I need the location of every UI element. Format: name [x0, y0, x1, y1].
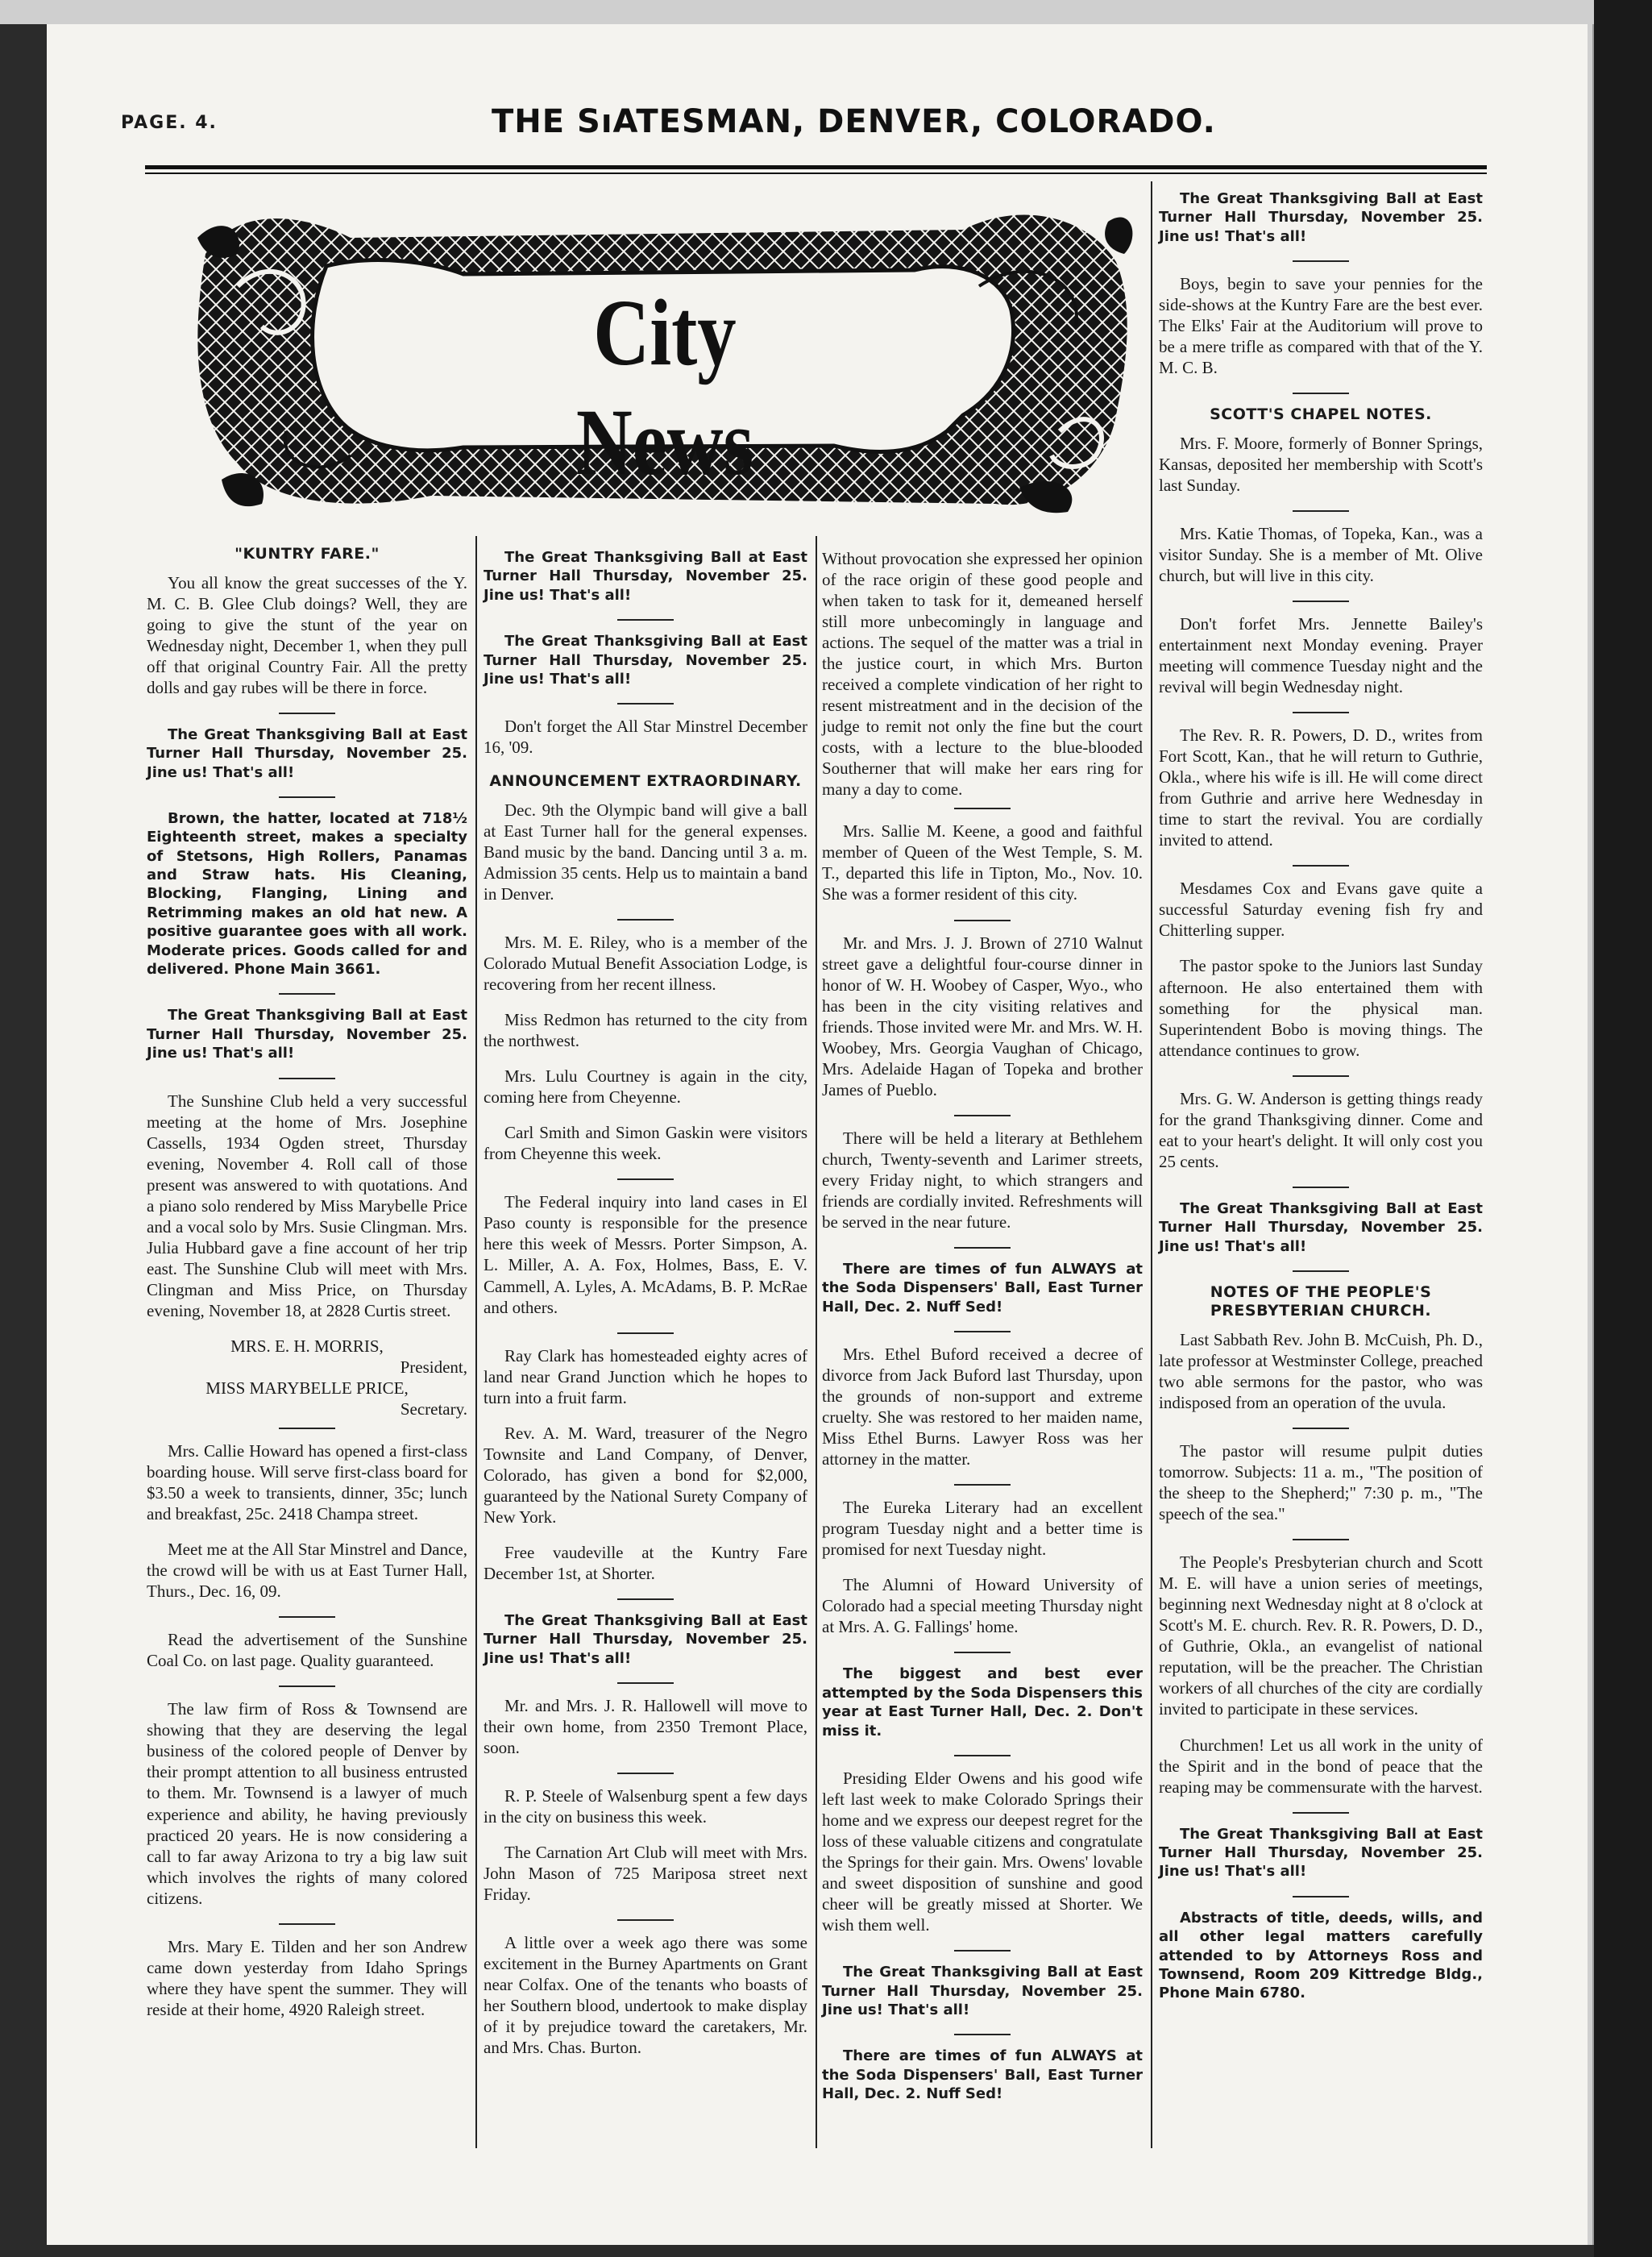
separator [954, 920, 1011, 921]
article-moore: Mrs. F. Moore, formerly of Bonner Springs, Kansas, deposited her membership with Scott's last Sunday. [1159, 433, 1483, 495]
ad-thanksgiving-ball: The Great Thanksgiving Ball at East Turner Hall Thursday, November 25. Jine us! That's all! [484, 633, 807, 688]
separator [954, 2034, 1011, 2035]
article-boys-pennies: Boys, begin to save your pennies for the side-shows at the Kuntry Fare are the best ever. The Elks' Fair at the Auditorium will prove to be a mere trifle as compared with that of the Y. M. C. B. [1159, 274, 1483, 378]
banner-title: City News [575, 280, 754, 495]
separator [1293, 1812, 1349, 1814]
separator [1293, 712, 1349, 713]
masthead-rule-thin [145, 172, 1487, 174]
article-vaudeville: Free vaudeville at the Kuntry Fare December 1st, at Shorter. [484, 1542, 807, 1583]
ad-thanksgiving-ball: The Great Thanksgiving Ball at East Turner Hall Thursday, November 25. Jine us! That's all! [147, 1007, 467, 1062]
article-ward: Rev. A. M. Ward, treasurer of the Negro Townsite and Land Company, of Denver, Colorado, has given a bond for $2,000, guaranteed by the National Surety Company of New York. [484, 1423, 807, 1527]
separator [279, 993, 335, 995]
article-burney-continued: Without provocation she expressed her opinion of the race origin of these good people and when taken to task for it, demeaned herself still more unbecomingly in language and actions. The sequel of the matter was a trial in the justice court, in which Mrs. Burton received a complete vindication of her right to resent mistreatment and in the decision of the judge to remit not only the fine but the court costs, with a lecture to the blue-blooded Southerner that will make her ears ring for many a day to come. [822, 549, 1143, 800]
ad-thanksgiving-ball: The Great Thanksgiving Ball at East Turner Hall Thursday, November 25. Jine us! That's all! [1159, 1825, 1483, 1881]
separator [279, 1616, 335, 1618]
city-news-banner [189, 189, 1140, 520]
signature-title: President, [400, 1357, 467, 1377]
column-4 [1159, 189, 1483, 2018]
separator [617, 619, 674, 621]
separator [1293, 260, 1349, 262]
article-mccuish: Last Sabbath Rev. John B. McCuish, Ph. D., late professor at Westminster College, preached two able sermons for the pastor, who was indisposed from an operation of the uvula. [1159, 1330, 1483, 1413]
column-rule-3 [1151, 181, 1152, 2148]
article-howard-boarding: Mrs. Callie Howard has opened a first-class boarding house. Will serve first-class board for $3.50 a week to transients, dinner, 35c; lunch and breakfast, 25c. 2418 Champa street. [147, 1441, 467, 1524]
article-union-meetings: The People's Presbyterian church and Scott M. E. will have a union series of meetings, beginning next Wednesday night at 8 o'clock at Scott's M. E. church. Rev. R. R. Powers, D. D., of Guthrie, Okla., an evangelist of national reputation, will be the preacher. The Christian workers of all churches of the city are cordially invited to participate in these services. [1159, 1552, 1483, 1719]
page-top-margin [0, 0, 1652, 24]
article-pulpit: The pastor will resume pulpit duties tomorrow. Subjects: 11 a. m., "The position of the sheep to the Shepherd;" 7:30 p. m., "The speech of the sea." [1159, 1441, 1483, 1524]
separator [617, 703, 674, 705]
separator [617, 1919, 674, 1921]
ad-thanksgiving-ball: The Great Thanksgiving Ball at East Turner Hall Thursday, November 25. Jine us! That's all! [822, 1964, 1143, 2019]
article-redmon: Miss Redmon has returned to the city from the northwest. [484, 1010, 807, 1051]
separator [1293, 1187, 1349, 1188]
column-rule-1 [475, 536, 477, 2148]
separator [1293, 393, 1349, 394]
separator [954, 1652, 1011, 1653]
article-burney: A little over a week ago there was some excitement in the Burney Apartments on Grant near Colfax. One of the tenants who boasts of her Southern blood, undertook to make display of it by prejudice toward the caretakers, Mr. and Mrs. Chas. Burton. [484, 1933, 807, 2058]
signature-name: MISS MARYBELLE PRICE, [205, 1378, 409, 1398]
separator [279, 1685, 335, 1687]
article-eureka: The Eureka Literary had an excellent program Tuesday night and a better time is promised for next Tuesday night. [822, 1498, 1143, 1560]
article-carnation: The Carnation Art Club will meet with Mrs. John Mason of 725 Mariposa street next Friday. [484, 1843, 807, 1905]
ad-thanksgiving-ball: The Great Thanksgiving Ball at East Turner Hall Thursday, November 25. Jine us! That's all! [1159, 190, 1483, 245]
masthead-rule [145, 165, 1487, 169]
separator [617, 1178, 674, 1180]
article-headline: SCOTT'S CHAPEL NOTES. [1210, 405, 1432, 424]
article-riley: Mrs. M. E. Riley, who is a member of the Colorado Mutual Benefit Association Lodge, is recovering from her recent illness. [484, 933, 807, 995]
article-bailey: Don't forfet Mrs. Jennette Bailey's entertainment next Monday evening. Prayer meeting will commence Tuesday night and the revival will begin Wednesday night. [1159, 614, 1483, 697]
separator [1293, 1428, 1349, 1429]
separator [617, 1682, 674, 1684]
article-keene: Mrs. Sallie M. Keene, a good and faithful member of Queen of the West Temple, S. M. T., departed this life in Tipton, Mo., Nov. 10. She was a former resident of this city. [822, 821, 1143, 904]
separator [954, 1484, 1011, 1486]
article-steele: R. P. Steele of Walsenburg spent a few days in the city on business this week. [484, 1786, 807, 1827]
article-headline: ANNOUNCEMENT EXTRAORDINARY. [489, 772, 802, 791]
article-alumni: The Alumni of Howard University of Colorado had a special meeting Thursday night at Mrs. A. G. Fallings' home. [822, 1575, 1143, 1637]
separator [1293, 1896, 1349, 1897]
article-headline: NOTES OF THE PEOPLE'S PRESBYTERIAN CHURCH. [1210, 1282, 1432, 1320]
ad-soda-dispensers: The biggest and best ever attempted by the Soda Dispensers this year at East Turner Hall, Dec. 2. Don't miss it. [822, 1665, 1143, 1740]
separator [279, 1428, 335, 1429]
masthead [121, 103, 1491, 160]
article-buford: Mrs. Ethel Buford received a decree of divorce from Jack Buford last Thursday, upon the grounds of non-support and extreme cruelty. She was restored to her maiden name, Miss Ethel Burns. Lawyer Ross was her attorney in the matter. [822, 1345, 1143, 1469]
article-minstrel: Don't forget the All Star Minstrel December 16, '09. [484, 717, 807, 758]
separator [1293, 601, 1349, 602]
paper-name: THE SıATESMAN, DENVER, COLORADO. [492, 103, 1216, 140]
article-literary: There will be held a literary at Bethlehem church, Twenty-seventh and Larimer streets, every Friday night, to which strangers and friends are cordially invited. Refreshments will be served in the near future. [822, 1128, 1143, 1232]
ad-thanksgiving-ball: The Great Thanksgiving Ball at East Turner Hall Thursday, November 25. Jine us! That's all! [484, 1611, 807, 1667]
separator [279, 796, 335, 798]
ad-abstracts: Abstracts of title, deeds, wills, and all other legal matters carefully attended to by Attorneys Ross and Townsend, Room 209 Kittredge Bldg., Phone Main 6780. [1159, 1909, 1483, 2002]
column-3 [822, 548, 1143, 2118]
separator [617, 919, 674, 921]
article-juniors: The pastor spoke to the Juniors last Sunday afternoon. He also entertained them with something for the physical man. Superintendent Bobo is moving things. The attendance continues to grow. [1159, 956, 1483, 1060]
article-headline: "KUNTRY FARE." [235, 545, 380, 563]
separator [954, 1331, 1011, 1332]
ad-thanksgiving-ball: The Great Thanksgiving Ball at East Turner Hall Thursday, November 25. Jine us! That's all! [147, 725, 467, 781]
article-churchmen: Churchmen! Let us all work in the unity of the Spirit and in the bond of peace that the reaping may be commensurate with the harvest. [1159, 1735, 1483, 1797]
article-ross-townsend: The law firm of Ross & Townsend are showing that they are deserving the legal business of the colored people of Denver by their prompt attention to all business entrusted to them. Mr. Townsend is a lawyer of much experience and ability, he having previously practiced 20 years. He is now considering a call to far away Arizona to try a big law suit which involves the rights of many colored citizens. [147, 1699, 467, 1908]
article-smith-gaskin: Carl Smith and Simon Gaskin were visitors from Cheyenne this week. [484, 1123, 807, 1164]
separator [954, 1755, 1011, 1756]
separator [954, 1247, 1011, 1249]
article-olympic-band: Dec. 9th the Olympic band will give a ball at East Turner hall for the general expenses. Band music by the band. Dancing until 3 a. m. Admission 35 cents. Help us to maintain a band in Denver. [484, 800, 807, 904]
page-number: PAGE. 4. [121, 113, 218, 133]
ad-soda-dispensers: There are times of fun ALWAYS at the Soda Dispensers' Ball, East Turner Hall, Dec. 2. Nuff Sed! [822, 1260, 1143, 1316]
article-federal-inquiry: The Federal inquiry into land cases in El Paso county is responsible for the presence here this week of Messrs. Porter Simpson, A. L. Miller, A. A. Fox, Holmes, Bass, E. V. Cammell, A. Lyles, A. McAdams, B. P. McRae and others. [484, 1192, 807, 1317]
separator [279, 1923, 335, 1925]
column-rule-2 [816, 536, 817, 2148]
ad-soda-dispensers: There are times of fun ALWAYS at the Soda Dispensers' Ball, East Turner Hall, Dec. 2. Nuff Sed! [822, 2047, 1143, 2103]
article-anderson: Mrs. G. W. Anderson is getting things ready for the grand Thanksgiving dinner. Come and eat to your heart's delight. It will only cost you 25 cents. [1159, 1088, 1483, 1171]
separator [617, 1773, 674, 1774]
separator [1293, 1075, 1349, 1077]
scan-border [1594, 0, 1652, 2257]
separator [954, 808, 1011, 809]
separator [954, 1950, 1011, 1951]
article-kuntry-fare: You all know the great successes of the Y. M. C. B. Glee Club doings? Well, they are going to give the stunt of the year on Wednesday night, December 1, when they pull off that original Country Fair. All the pretty dolls and gay rubes will be there in force. [147, 572, 467, 697]
article-sunshine-coal: Read the advertisement of the Sunshine Coal Co. on last page. Quality guaranteed. [147, 1630, 467, 1671]
separator [279, 713, 335, 714]
signature-title: Secretary. [400, 1399, 467, 1419]
article-thomas: Mrs. Katie Thomas, of Topeka, Kan., was a visitor Sunday. She is a member of Mt. Olive church, but will live in this city. [1159, 523, 1483, 586]
column-1 [147, 540, 467, 2035]
article-sunshine-club: The Sunshine Club held a very successful meeting at the home of Mrs. Josephine Cassells, 1934 Ogden street, Thursday evening, November 4. Roll call of those present was answered to with quotations. And a piano solo rendered by Miss Marybelle Price and a vocal solo by Mrs. Susie Clingman. Mrs. Julia Hubbard gave a fine account of her trip east. The Sunshine Club will meet with Mrs. Clingman and Miss Price, on Thursday evening, November 18, at 2828 Curtis street. [147, 1091, 467, 1320]
article-owens: Presiding Elder Owens and his good wife left last week to make Colorado Springs their home and we express our deepest regret for the loss of these valuable citizens and congratulate the Springs for their gain. Mrs. Owens' lovable and sweet disposition of sunshine and good cheer will be greatly missed at Shorter. We wish them well. [822, 1769, 1143, 1935]
separator [954, 1115, 1011, 1116]
ad-thanksgiving-ball: The Great Thanksgiving Ball at East Turner Hall Thursday, November 25. Jine us! That's all! [1159, 1199, 1483, 1255]
ad-thanksgiving-ball: The Great Thanksgiving Ball at East Turner Hall Thursday, November 25. Jine us! That's all! [484, 549, 807, 604]
article-cox-evans: Mesdames Cox and Evans gave quite a successful Saturday evening fish fry and Chitterling supper. [1159, 879, 1483, 941]
article-tilden: Mrs. Mary E. Tilden and her son Andrew came down yesterday from Idaho Springs where they have spent the summer. They will reside at their home, 4920 Raleigh street. [147, 1936, 467, 2019]
article-courtney: Mrs. Lulu Courtney is again in the city, coming here from Cheyenne. [484, 1066, 807, 1108]
column-2 [484, 548, 807, 2073]
separator [279, 1078, 335, 1079]
article-meet-me: Meet me at the All Star Minstrel and Dance, the crowd will be with us at East Turner Hall, Thurs., Dec. 16, 09. [147, 1540, 467, 1602]
separator [617, 1598, 674, 1600]
ad-brown-hatter: Brown, the hatter, located at 718½ Eighteenth street, makes a specialty of Stetsons, High Rollers, Panamas and Straw hats. His Cleaning, Blocking, Flanging, Lining and Retrimming makes an old hat new. A positive guarantee goes with all work. Moderate prices. Goods called for and delivered. Phone Main 3661. [147, 809, 467, 979]
article-brown-dinner: Mr. and Mrs. J. J. Brown of 2710 Walnut street gave a delightful four-course dinner in honor of W. H. Woobey of Casper, Wyo., who has been in the city visiting relatives and friends. Those invited were Mr. and Mrs. W. H. Woobey, Mrs. Georgia Vaughan of Chicago, Mrs. Adelaide Hagan of Topeka and brother James of Pueblo. [822, 933, 1143, 1099]
separator [1293, 865, 1349, 867]
article-ray-clark: Ray Clark has homesteaded eighty acres of land near Grand Junction which he hopes to turn into a fruit farm. [484, 1345, 807, 1407]
separator [1293, 510, 1349, 512]
signature-name: MRS. E. H. MORRIS, [230, 1336, 384, 1356]
separator [1293, 1539, 1349, 1540]
separator [1293, 1270, 1349, 1272]
article-powers: The Rev. R. R. Powers, D. D., writes from Fort Scott, Kan., that he will return to Guthrie, Okla., where his wife is ill. He will come direct from Guthrie and arrive here Wednesday in time to start the revival. You are cordially invited to attend. [1159, 725, 1483, 850]
article-hallowell: Mr. and Mrs. J. R. Hallowell will move to their own home, from 2350 Tremont Place, soon. [484, 1696, 807, 1758]
separator [617, 1332, 674, 1334]
